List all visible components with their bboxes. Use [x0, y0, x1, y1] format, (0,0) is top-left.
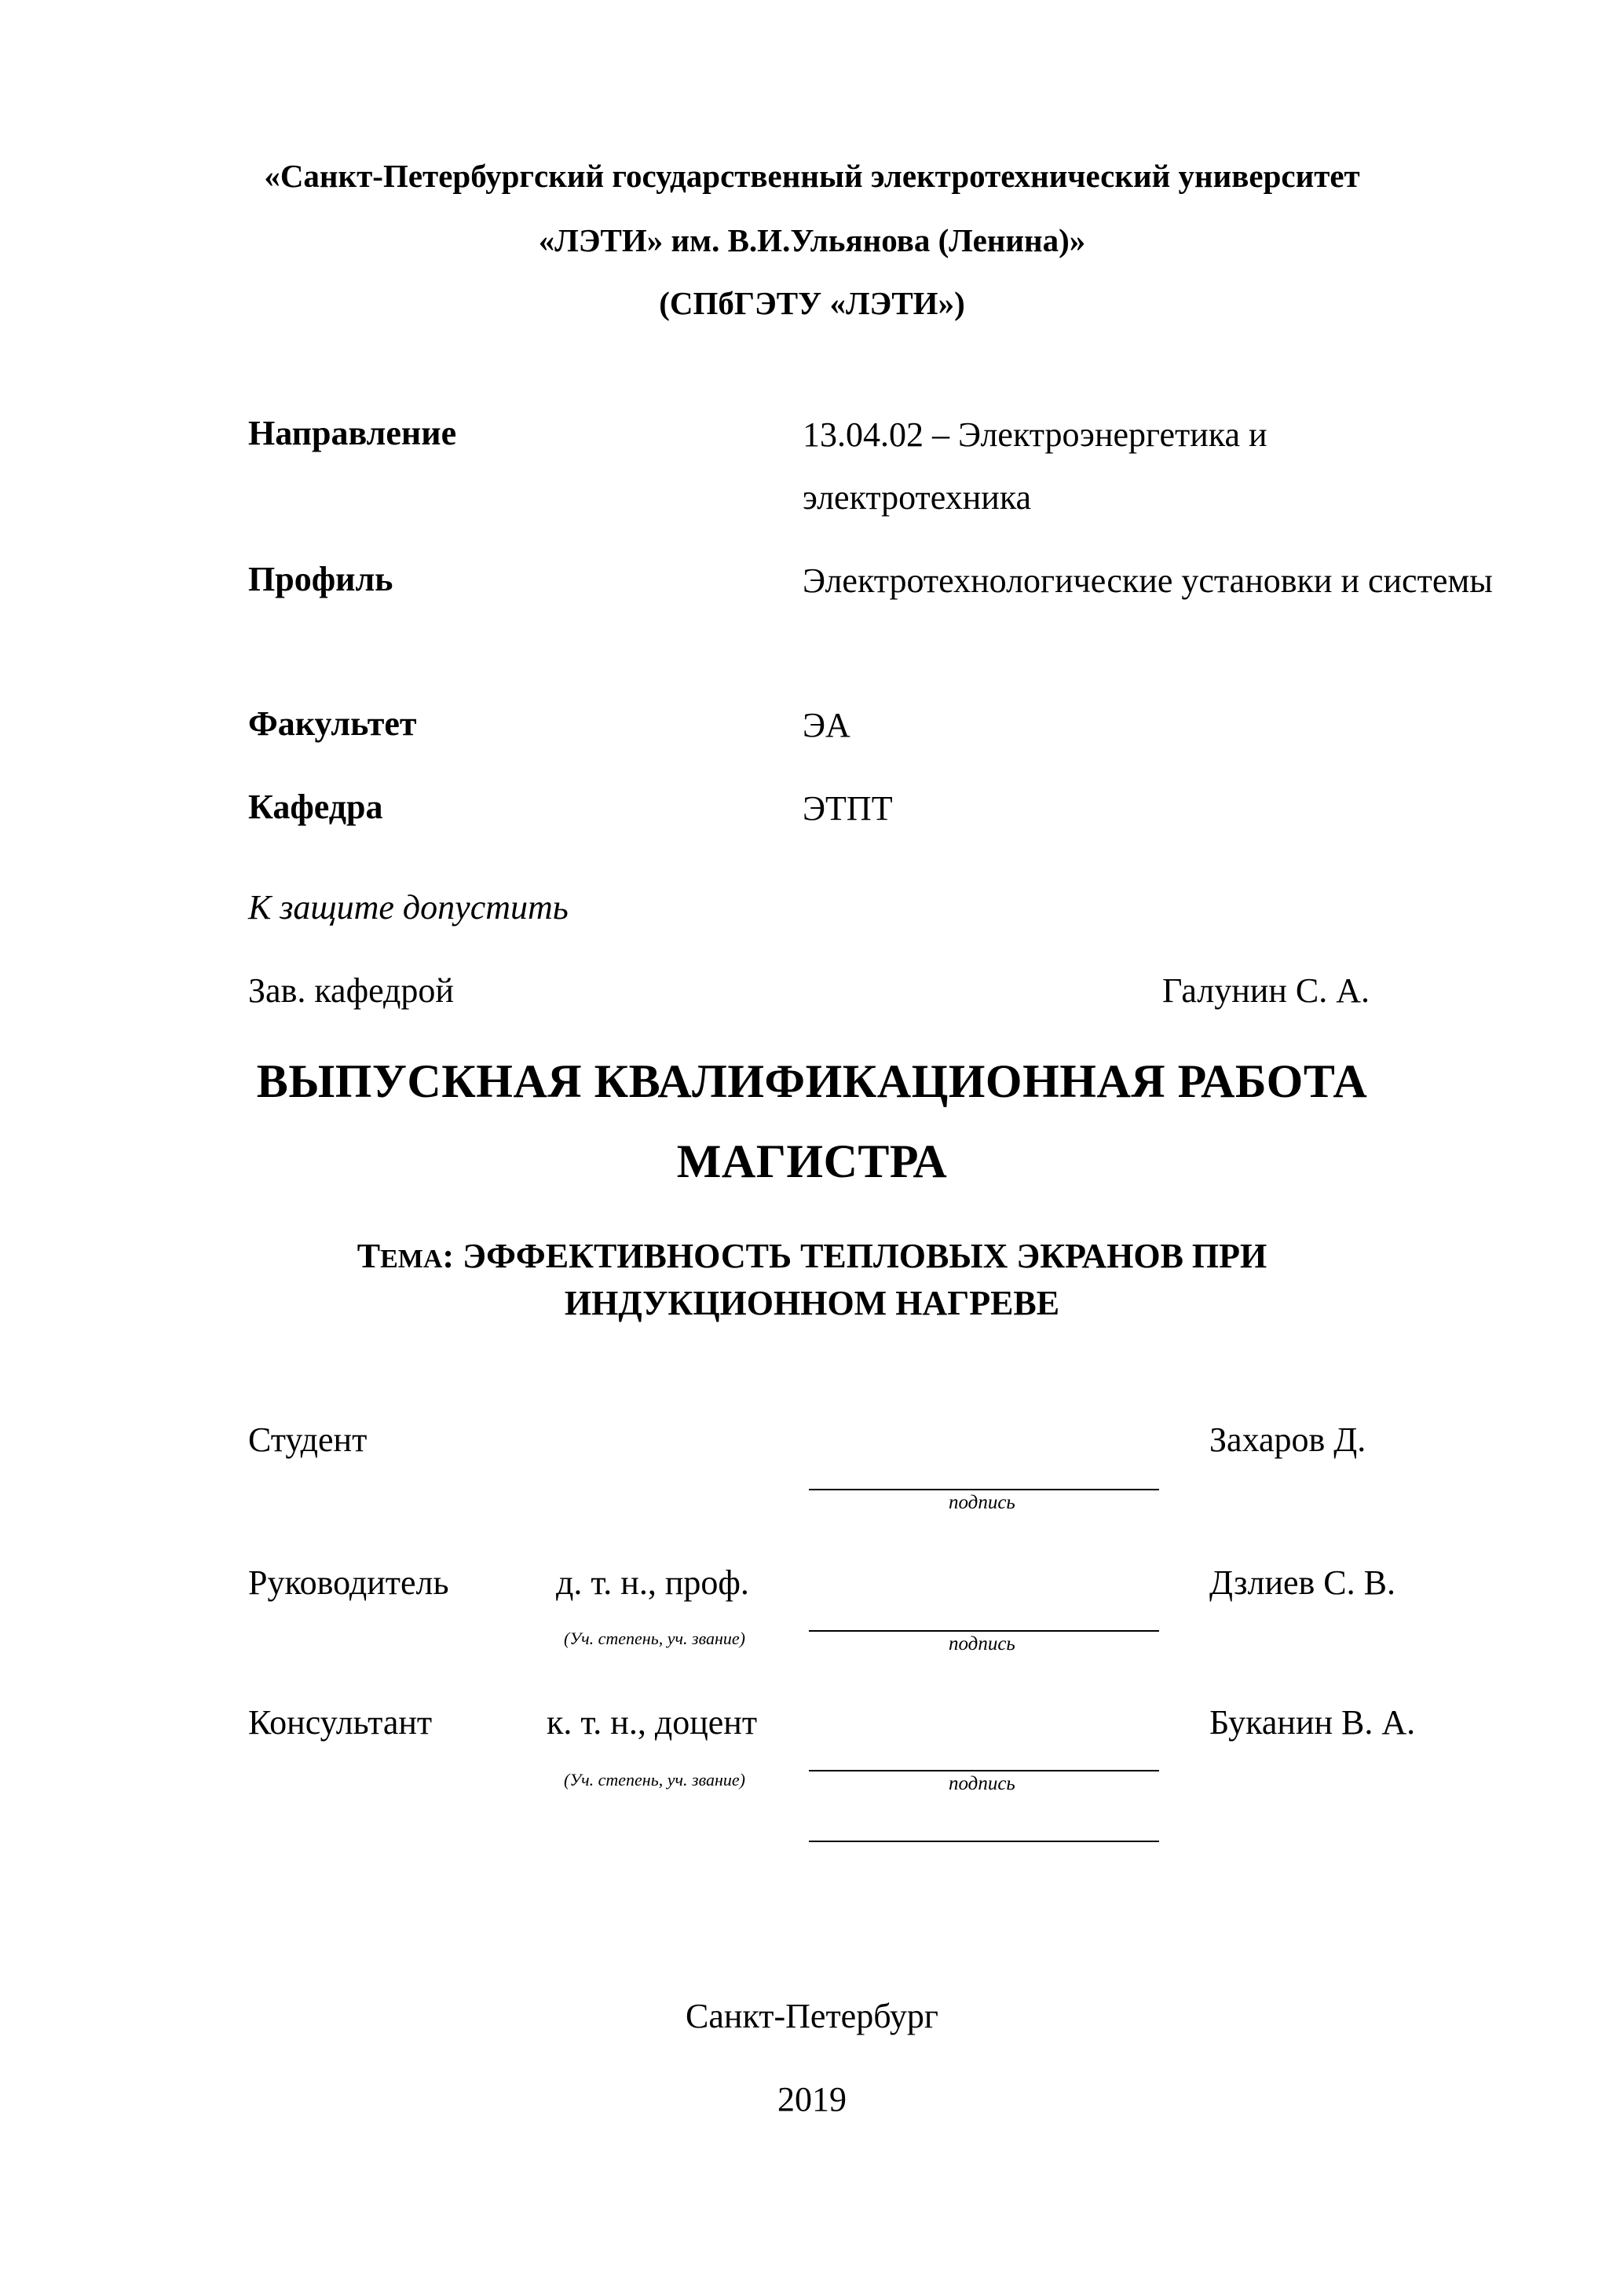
topic-line1: [0, 1236, 1624, 1276]
field-value-profile: Электротехнологические установки и системы: [803, 561, 1493, 600]
field-label-profile: Профиль: [248, 560, 393, 598]
consultant-signature-caption: подпись: [949, 1773, 1015, 1794]
consultant-degree: к. т. н., доцент: [547, 1703, 758, 1742]
topic-prefix-rest: ЕМА: [380, 1245, 443, 1274]
supervisor-signature-caption: подпись: [949, 1633, 1015, 1654]
consultant-signature-line: [809, 1770, 1159, 1771]
student-name: Захаров Д.: [1209, 1420, 1366, 1459]
field-label-faculty: Факультет: [248, 704, 417, 743]
student-signature-line: [809, 1489, 1159, 1490]
supervisor-signature-line: [809, 1630, 1159, 1632]
topic-title-line2: ИНДУКЦИОННОМ НАГРЕВЕ: [564, 1284, 1060, 1322]
extra-signature-line: [809, 1841, 1159, 1842]
department-head-role: Зав. кафедрой: [248, 971, 454, 1010]
supervisor-degree: д. т. н., проф.: [556, 1563, 749, 1602]
field-value-direction: 13.04.02 – Электроэнергетика и электротехника: [803, 415, 1267, 517]
field-value-department: ЭТПТ: [803, 789, 893, 828]
topic-title-line1: ЭФФЕКТИВНОСТЬ ТЕПЛОВЫХ ЭКРАНОВ ПРИ: [463, 1237, 1267, 1275]
student-role: Студент: [248, 1420, 368, 1459]
supervisor-name: Дзлиев С. В.: [1209, 1563, 1395, 1602]
university-name-line2: «ЛЭТИ» им. В.И.Ульянова (Ленина)»: [538, 222, 1086, 258]
university-name-line1: «Санкт-Петербургский государственный электротехнический университет: [264, 158, 1360, 194]
topic-colon: :: [442, 1237, 455, 1275]
consultant-name: Буканин В. А.: [1209, 1703, 1416, 1742]
admission-text: К защите допустить: [248, 888, 569, 927]
supervisor-degree-caption: (Уч. степень, уч. звание): [564, 1629, 745, 1648]
field-label-direction: Направление: [248, 414, 457, 452]
department-head-name: Галунин С. А.: [1162, 971, 1370, 1010]
footer-city: Санкт-Петербург: [686, 1997, 938, 2035]
field-value-faculty: ЭА: [803, 706, 850, 744]
work-title-line1: ВЫПУСКНАЯ КВАЛИФИКАЦИОННАЯ РАБОТА: [256, 1055, 1368, 1107]
university-abbreviation: (СПбГЭТУ «ЛЭТИ»): [659, 285, 965, 321]
work-title-line2: МАГИСТРА: [676, 1135, 948, 1187]
field-label-department: Кафедра: [248, 788, 383, 826]
supervisor-role: Руководитель: [248, 1563, 449, 1602]
consultant-role: Консультант: [248, 1703, 433, 1742]
footer-year: 2019: [777, 2080, 847, 2119]
student-signature-caption: подпись: [949, 1492, 1015, 1513]
topic-prefix-first: Т: [357, 1237, 381, 1275]
consultant-degree-caption: (Уч. степень, уч. звание): [564, 1770, 745, 1790]
